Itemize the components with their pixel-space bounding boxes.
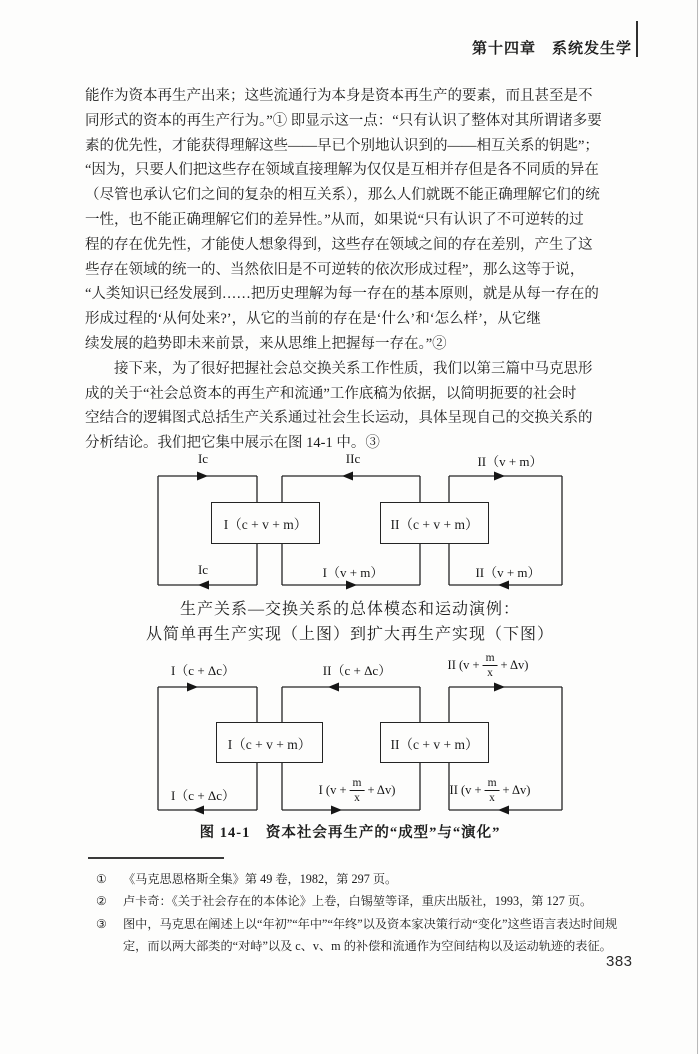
running-header (472, 37, 632, 58)
footnote-separator (88, 857, 224, 859)
paragraph2-line: 分析结论。我们把它集中展示在图 14-1 中。③ (85, 435, 380, 452)
paragraph1-line: 一性，也不能正确理解它们的差异性。”从而，如果说“只有认识了不可逆转的过 (85, 211, 584, 228)
arrow-left-icon (498, 806, 509, 815)
footnote-marker: ③ (96, 916, 107, 931)
arrow-right-icon (494, 472, 505, 481)
page-number: 383 (606, 953, 633, 970)
sector2-box-bottom-diagram (380, 722, 489, 763)
fraction-prefix: II (v + (447, 658, 480, 673)
fraction-suffix: + Δv) (367, 783, 396, 798)
sector2-formula: II（c + v + m） (390, 736, 479, 752)
paragraph1-line: 素的优先性，才能获得理解这些——早已个别地认识到的——相互关系的钥匙”； (85, 137, 599, 154)
fraction-denominator: x (354, 792, 360, 805)
figure-subtitle-line2: 从简单再生产实现（上图）到扩大再生产实现（下图） (145, 626, 554, 643)
fraction-prefix: I (v + (318, 783, 347, 798)
arrow-left-icon (498, 581, 509, 590)
paragraph1-line: 同形式的资本的再生产行为。”① 即显示这一点：“只有认识了整体对其所谓诸多要 (85, 112, 602, 129)
footnote-text: 《马克思恩格斯全集》第 49 卷，1982，第 297 页。 (123, 872, 398, 886)
fraction (485, 777, 500, 804)
fraction-prefix: II (v + (449, 783, 482, 798)
arrow-left-icon (198, 581, 209, 590)
footnote-item (96, 890, 623, 912)
sector1-box-top-diagram (211, 502, 320, 544)
sector1-formula: I（c + v + m） (227, 736, 312, 752)
sector2-formula: II（c + v + m） (390, 517, 479, 532)
flow-label-fraction (448, 652, 529, 679)
flow-label: I（c + Δc） (170, 788, 236, 803)
paragraph2-line: 成的关于“社会总资本的再生产和流通”工作底稿为依据，以简明扼要的社会时 (85, 385, 577, 402)
flow-label: Ic (197, 451, 209, 466)
fraction-numerator: m (485, 777, 500, 791)
arrow-left-icon (193, 806, 204, 815)
fraction (349, 777, 364, 804)
footnote-item (96, 913, 623, 958)
fraction-suffix: + Δv) (500, 658, 529, 673)
arrow-right-icon (197, 472, 208, 481)
paragraph1-line: （尽管也承认它们之间的复杂的相互关系），那么人们就既不能正确理解它们的统 (85, 187, 600, 204)
paragraph1-line: 续发展的趋势即未来前景，来从思维上把握每一存在。”② (85, 335, 447, 352)
arrow-right-icon (494, 683, 505, 692)
paragraph1-line: 程的存在优先性，才能使人想象得到，这些存在领域之间的存在差别，产生了这 (85, 236, 593, 253)
sector2-box-top-diagram (380, 502, 489, 544)
flow-label: I（v + m） (322, 565, 384, 580)
paragraph2-line: 空结合的逻辑图式总括生产关系通过社会生长运动，具体呈现自己的交换关系的 (85, 410, 593, 427)
figure-subtitle-line1: 生产关系—交换关系的总体模态和运动演例： (179, 601, 520, 618)
paragraph1-line: “人类知识已经发展到……把历史理解为每一存在的基本原则，就是从每一存在的 (85, 286, 599, 303)
fraction-denominator: x (489, 792, 495, 805)
flow-label: II（c + Δc） (322, 663, 392, 678)
flow-label: IIc (345, 451, 361, 466)
flow-label-fraction (450, 777, 531, 804)
paragraph1-line: 形成过程的‘从何处来?’，从它的当前的存在是‘什么’和‘怎么样’，从它继 (85, 311, 541, 328)
footnotes (96, 868, 623, 958)
footnote-item (96, 868, 623, 890)
footnote-text: 图中，马克思在阐述上以“年初”“年中”“年终”以及资本家决策行动“变化”这些语言表达时间规定，而以两大部类的“对峙”以及 c、v、m 的补偿和流通作为空间结构以及运动轨迹的表征。 (123, 916, 618, 954)
figure-caption: 图 14-1 资本社会再生产的“成型”与“演化” (199, 825, 501, 841)
flow-label: I（c + Δc） (170, 663, 236, 678)
paragraph1-line: 能作为资本再生产出来；这些流通行为本身是资本再生产的要素，而且甚至是不 (85, 88, 593, 104)
arrow-right-icon (331, 806, 342, 815)
paragraph2-line: 接下来，为了很好把握社会总交换关系工作性质，我们以第三篇中马克思形 (114, 360, 593, 377)
flow-label: II（v + m） (477, 454, 543, 469)
paragraph1-line: 些存在领域的统一的、当然依旧是不可逆转的依次形成过程”，那么这等于说， (85, 261, 585, 278)
arrow-right-icon (346, 581, 357, 590)
sector1-box-bottom-diagram (216, 722, 323, 763)
header-rule (636, 21, 638, 57)
footnote-text: 卢卡奇：《关于社会存在的本体论》上卷，白锡堃等译，重庆出版社，1993，第 127 页。 (123, 894, 593, 909)
arrow-left-icon (328, 683, 339, 692)
paragraph1-line: “因为，只要人们把这些存在领域直接理解为仅仅是互相并存但是各不同质的异在 (85, 162, 599, 179)
arrow-left-icon (342, 472, 353, 481)
fraction-suffix: + Δv) (502, 783, 531, 798)
fraction-denominator: x (487, 667, 493, 680)
footnote-marker: ② (96, 894, 107, 909)
flow-label: II（v + m） (475, 565, 541, 580)
body-text (85, 84, 635, 456)
sector1-formula: I（c + v + m） (223, 517, 308, 532)
flow-label: Ic (197, 562, 209, 577)
fraction (483, 652, 498, 679)
chapter-title: 第十四章 系统发生学 (471, 41, 632, 57)
arrow-right-icon (187, 683, 198, 692)
fraction-numerator: m (483, 652, 498, 666)
footnote-marker: ① (96, 872, 107, 886)
fraction-numerator: m (349, 777, 364, 791)
flow-label-fraction (319, 777, 396, 804)
